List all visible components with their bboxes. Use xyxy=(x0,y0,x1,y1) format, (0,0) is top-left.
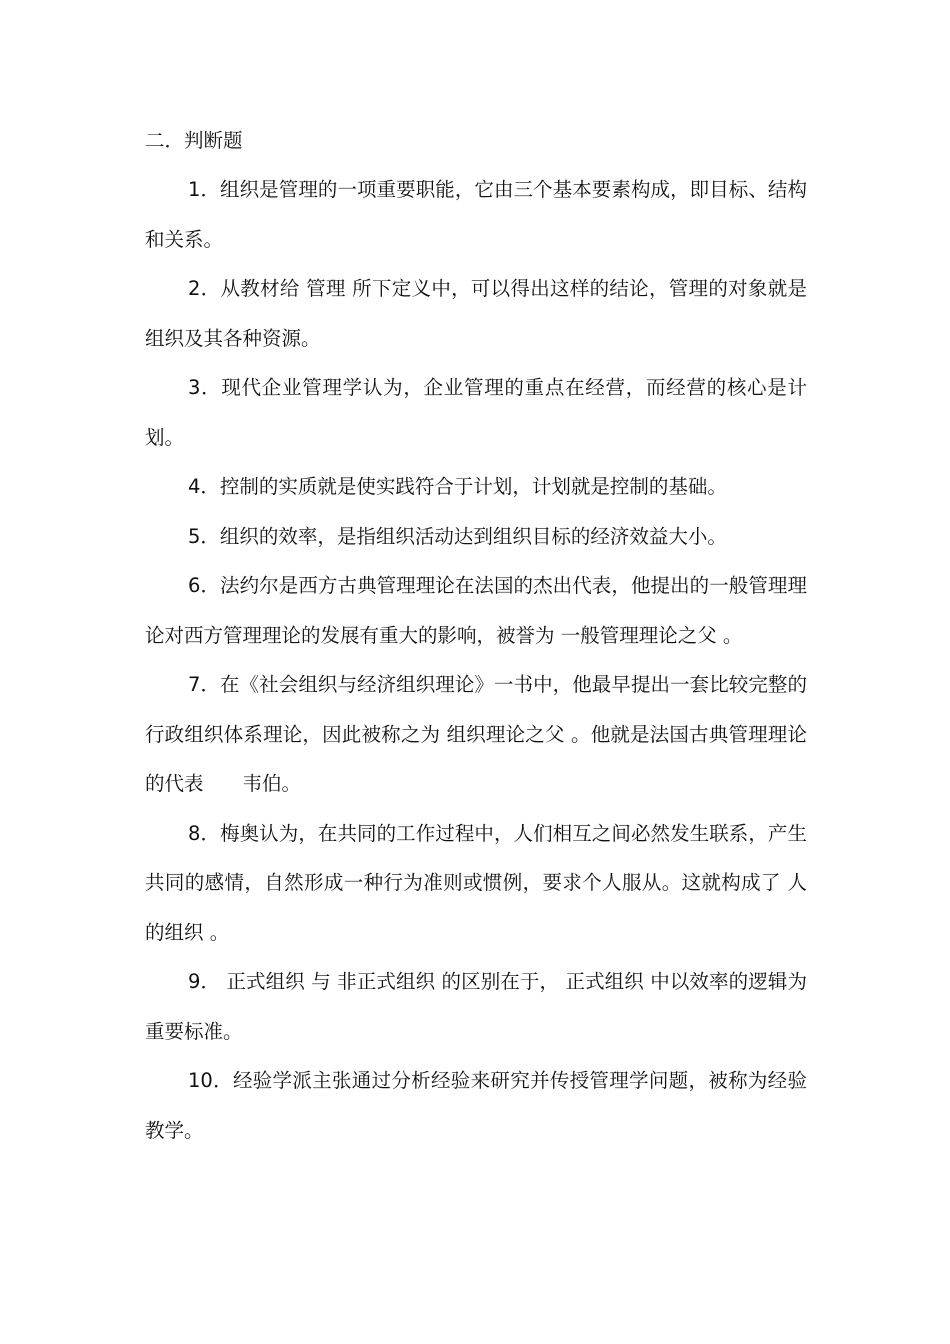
question-item-10 xyxy=(145,1056,807,1155)
question-text: 正式组织 与 非正式组织 的区别在于， 正式组织 中以效率的逻辑为重要标准。 xyxy=(145,970,807,1043)
question-item-1 xyxy=(145,165,807,264)
question-text: 梅奥认为，在共同的工作过程中，人们相互之间必然发生联系，产生共同的感情，自然形成一种行为准则或惯例，要求个人服从。这就构成了 人的组织 。 xyxy=(145,821,807,944)
question-text: 组织是管理的一项重要职能，它由三个基本要素构成，即目标、结构和关系。 xyxy=(145,178,807,251)
question-number: 7． xyxy=(188,673,221,696)
question-text: 现代企业管理学认为，企业管理的重点在经营，而经营的核心是计划。 xyxy=(145,376,807,449)
question-number: 4． xyxy=(188,475,220,498)
question-item-4 xyxy=(145,462,807,512)
question-number: 1． xyxy=(188,178,221,201)
question-text: 组织的效率，是指组织活动达到组织目标的经济效益大小。 xyxy=(219,524,727,548)
document-content xyxy=(145,116,807,1155)
section-title: 二．判断题 xyxy=(145,129,243,152)
question-item-2 xyxy=(145,264,807,363)
question-number: 3． xyxy=(188,376,222,399)
question-text: 控制的实质就是使实践符合于计划，计划就是控制的基础。 xyxy=(219,475,727,498)
question-number: 10． xyxy=(188,1069,233,1092)
question-item-5 xyxy=(145,512,807,562)
question-number: 5． xyxy=(188,524,220,548)
question-number: 6． xyxy=(188,574,221,597)
question-number: 9． xyxy=(188,970,221,993)
question-item-3 xyxy=(145,363,807,462)
question-item-7 xyxy=(145,660,807,809)
question-item-9 xyxy=(145,957,807,1056)
question-number: 8． xyxy=(188,821,221,845)
question-text: 从教材给 管理 所下定义中，可以得出这样的结论，管理的对象就是组织及其各种资源。 xyxy=(145,277,807,350)
question-item-8 xyxy=(145,809,807,958)
question-text: 经验学派主张通过分析经验来研究并传授管理学问题，被称为经验教学。 xyxy=(145,1069,807,1142)
question-text: 在《社会组织与经济组织理论》一书中，他最早提出一套比较完整的行政组织体系理论，因此被称之为 组织理论之父 。他就是法国古典管理理论的代表 韦伯。 xyxy=(145,673,807,795)
question-item-6 xyxy=(145,561,807,660)
question-number: 2． xyxy=(188,277,221,300)
question-text: 法约尔是西方古典管理理论在法国的杰出代表，他提出的一般管理理论对西方管理理论的发展有重大的影响，被誉为 一般管理理论之父 。 xyxy=(145,574,807,647)
